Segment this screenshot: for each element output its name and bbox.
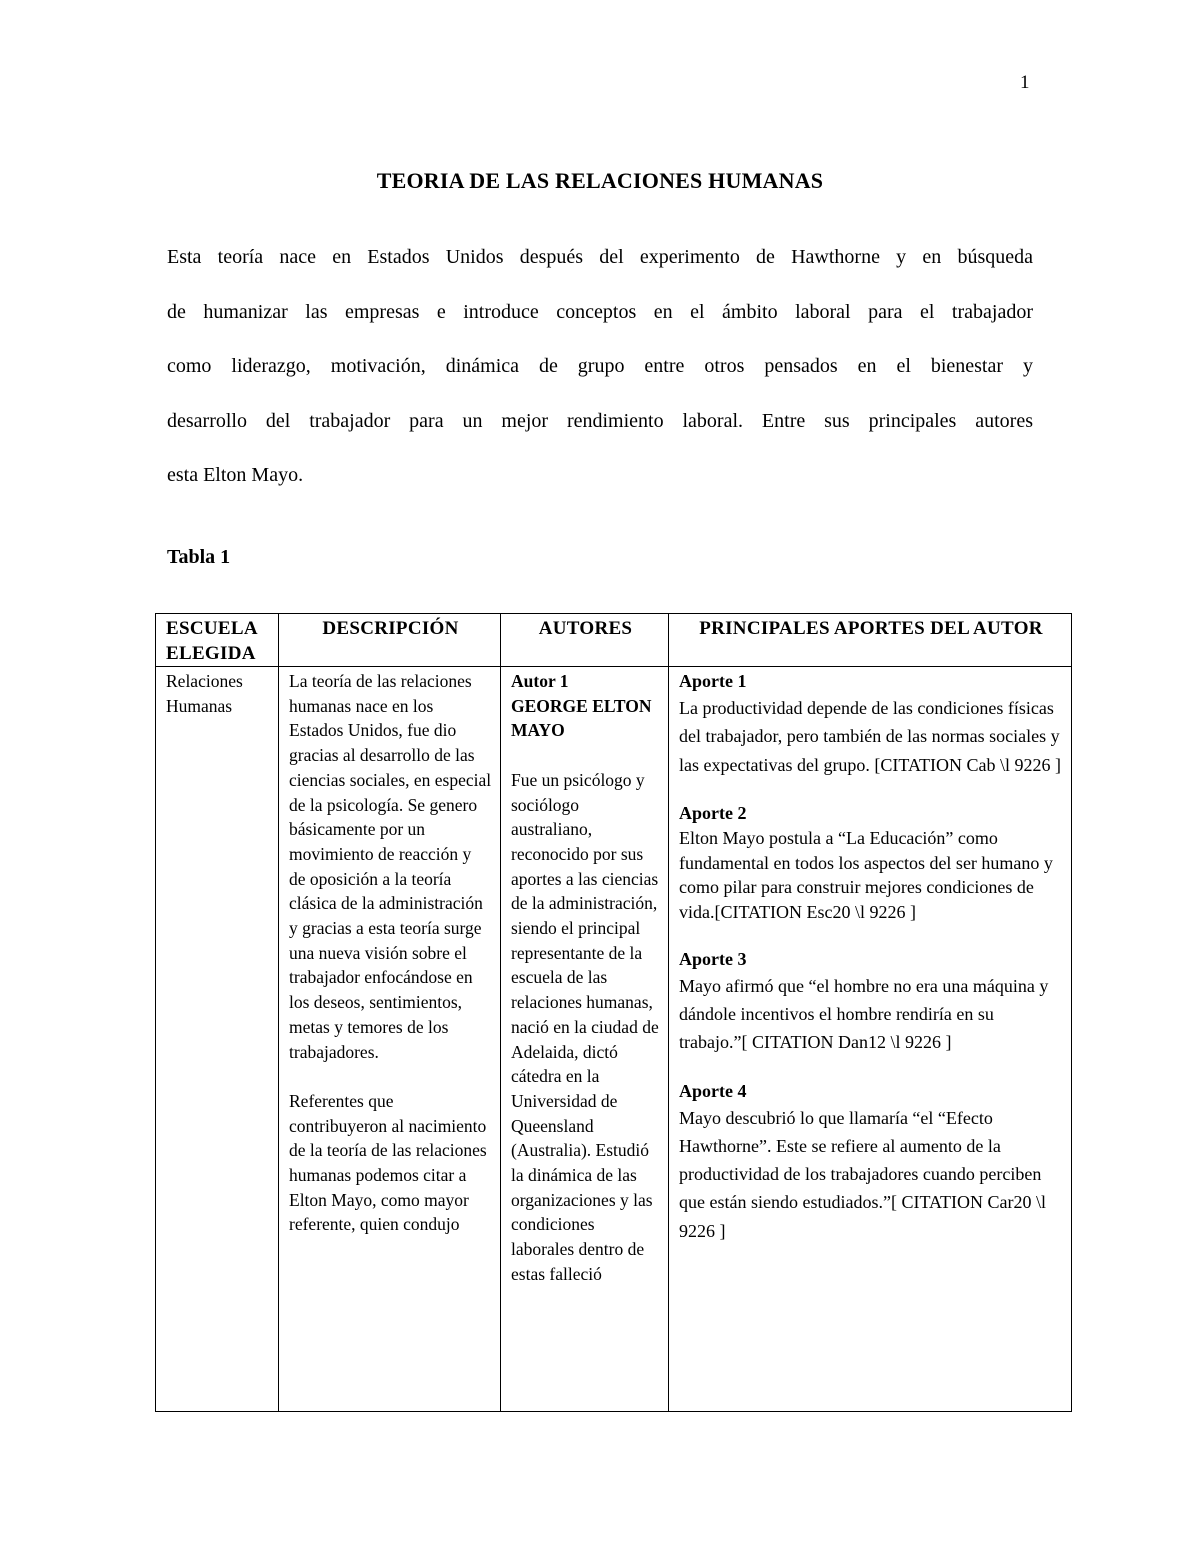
- descripcion-paragraph-1: La teoría de las relaciones humanas nace en los Estados Unidos, fue dio gracias al desarrollo de las ciencias sociales, en especial de la psicología. Se genero básicamente por un movimiento de reacción y de oposición a la teoría clásica de la administración y gracias a esta teoría surge una nueva visión sobre el trabajador enfocándose en los deseos, sentimientos, metas y temores de los trabajadores.: [289, 671, 492, 1062]
- cell-autores: [501, 667, 669, 1412]
- cell-escuela: [156, 667, 279, 1412]
- page-number: 1: [1020, 72, 1030, 93]
- cell-aportes: [669, 667, 1072, 1412]
- autor-name: GEORGE ELTON MAYO: [511, 695, 652, 741]
- header-autores: AUTORES: [501, 614, 669, 667]
- header-escuela: ESCUELA ELEGIDA: [156, 614, 279, 667]
- cell-descripcion: [279, 667, 501, 1412]
- table-header-row: [156, 614, 1072, 667]
- intro-line: esta Elton Mayo.: [167, 464, 304, 486]
- table-label: Tabla 1: [167, 546, 231, 568]
- document-title: TEORIA DE LAS RELACIONES HUMANAS: [376, 168, 824, 193]
- aporte-title: Aporte 3: [679, 948, 747, 969]
- intro-line: Esta teoría nace en Estados Unidos después del experimento de Hawthorne y en búsqueda: [167, 246, 1033, 268]
- autor-bio: Fue un psicólogo y sociólogo australiano, reconocido por sus aportes a las ciencias de la administración, siendo el principal representante de la escuela de las relaciones humanas, nació en la ciudad de Adelaida, dictó cátedra en la Universidad de Queensland (Australia). Estudió la dinámica de las organizaciones y las condiciones laborales dentro de estas falleció: [511, 769, 659, 1284]
- schools-table: [155, 613, 1072, 1412]
- aporte-text: Mayo descubrió lo que llamaría “el “Efecto Hawthorne”. Este se refiere al aumento de la productividad de los trabajadores cuando perciben que están siendo estudiados.”[ CITATION Car20 \l 9226 ]: [679, 1107, 1046, 1241]
- aporte-title: Aporte 4: [679, 1080, 747, 1101]
- aporte-text: Elton Mayo postula a “La Educación” como fundamental en todos los aspectos del ser humano y como pilar para construir mejores condiciones de vida.[CITATION Esc20 \l 9226 ]: [679, 827, 1053, 922]
- aporte-title: Aporte 1: [679, 671, 747, 691]
- intro-line: como liderazgo, motivación, dinámica de grupo entre otros pensados en el bienestar y: [167, 355, 1033, 377]
- intro-paragraph: [167, 230, 1033, 503]
- intro-line: desarrollo del trabajador para un mejor rendimiento laboral. Entre sus principales autores: [167, 409, 1033, 432]
- aporte-title: Aporte 2: [679, 802, 747, 823]
- aporte-text: La productividad depende de las condiciones físicas del trabajador, pero también de las normas sociales y las expectativas del grupo. [CITATION Cab \l 9226 ]: [679, 698, 1061, 775]
- escuela-text: Relaciones Humanas: [166, 671, 243, 716]
- aporte-text: Mayo afirmó que “el hombre no era una máquina y dándole incentivos el hombre rendiría en su trabajo.”[ CITATION Dan12 \l 9226 ]: [679, 975, 1049, 1053]
- header-descripcion: DESCRIPCIÓN: [279, 614, 501, 667]
- descripcion-paragraph-2: Referentes que contribuyeron al nacimiento de la teoría de las relaciones humanas podemos citar a Elton Mayo, como mayor referente, quien condujo: [289, 1090, 487, 1235]
- autor-label: Autor 1: [511, 671, 569, 691]
- header-aportes: PRINCIPALES APORTES DEL AUTOR: [669, 614, 1072, 667]
- table-row: [156, 667, 1072, 1412]
- intro-line: de humanizar las empresas e introduce conceptos en el ámbito laboral para el trabajador: [167, 300, 1033, 323]
